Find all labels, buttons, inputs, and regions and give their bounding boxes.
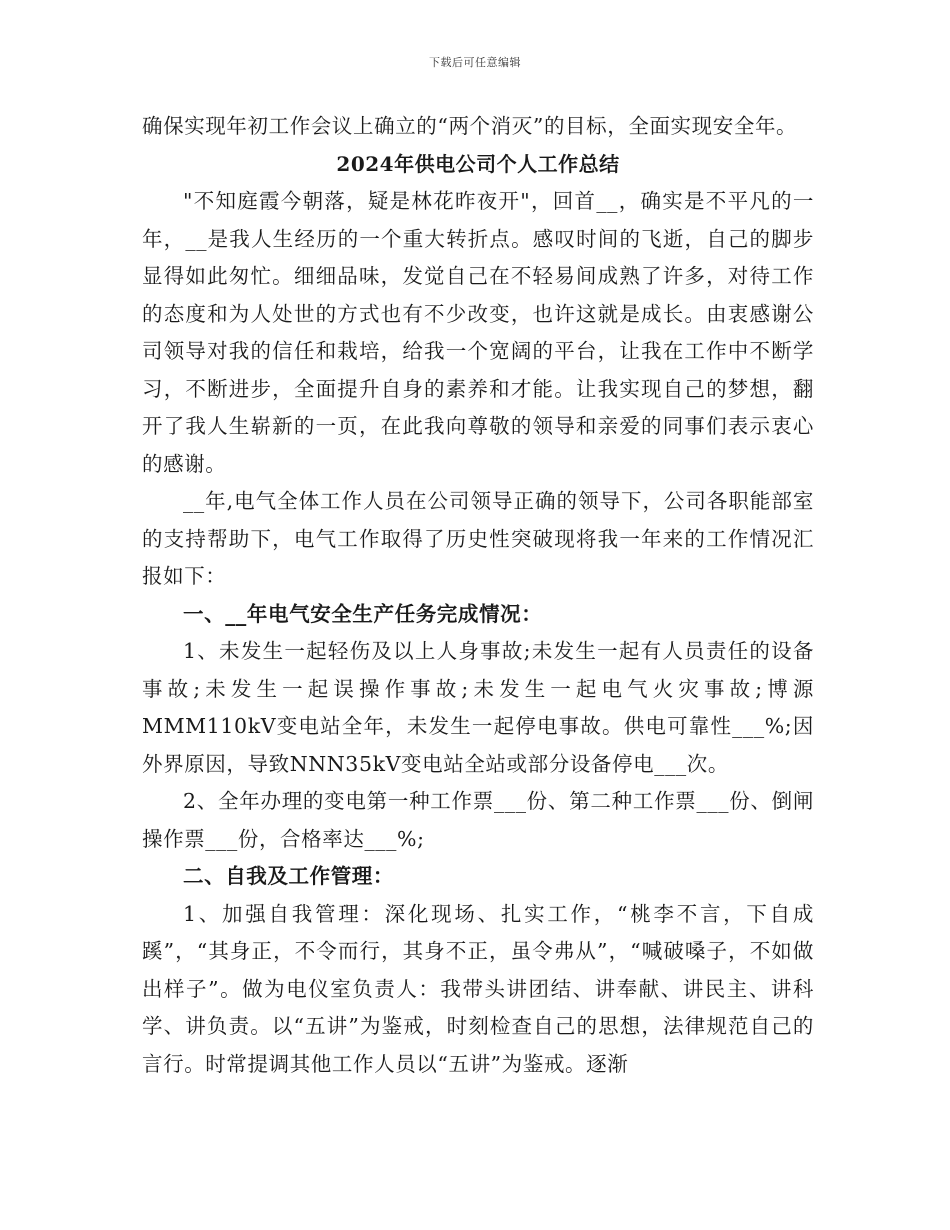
section-heading: 一、__年电气安全生产任务完成情况： [183,601,543,626]
paragraph: __年,电气全体工作人员在公司领导正确的领导下，公司各职能部室的支持帮助下，电气工作取得了历史性突破现将我一年来的工作情况汇报如下： [142,489,814,588]
section-item: 1、未发生一起轻伤及以上人身事故;未发生一起有人员责任的设备事故;未发生一起误操作事故;未发生一起电气火灾事故;博源MMM110kV变电站全年，未发生一起停电事故。供电可靠性___%;因外界原因，导致NNN35kV变电站全站或部分设备停电___次。 [142,639,814,776]
section-heading: 二、自我及工作管理： [183,864,394,888]
paragraph: "不知庭霞今朝落，疑是林花昨夜开"，回首__，确实是不平凡的一年，__是我人生经历的一个重大转折点。感叹时间的飞逝，自己的脚步显得如此匆忙。细细品味，发觉自己在不轻易间成熟了许多，对待工作的态度和为人处世的方式也有不少改变，也许这就是成长。由衷感谢公司领导对我的信任和栽培，给我一个宽阔的平台，让我在工作中不断学习，不断进步，全面提升自身的素养和才能。让我实现自己的梦想，翻开了我人生崭新的一页，在此我向尊敬的领导和亲爱的同事们表示衷心的感谢。 [142,189,814,476]
page-header-note: 下载后可任意编辑 [429,56,521,69]
document-title: 2024年供电公司个人工作总结 [336,151,620,176]
document-body [142,108,814,1083]
section-item: 1、加强自我管理：深化现场、扎实工作，“桃李不言，下自成蹊”，“其身正，不令而行，其身不正，虽令弗从”，“喊破嗓子，不如做出样子”。做为电仪室负责人：我带头讲团结、讲奉献、讲民主、讲科学、讲负责。以“五讲”为鉴戒，时刻检查自己的思想，法律规范自己的言行。时常提调其他工作人员以“五讲”为鉴戒。逐渐 [142,901,814,1076]
section-item: 2、全年办理的变电第一种工作票___份、第二种工作票___份、倒闸操作票___份，合格率达___%; [142,789,814,851]
intro-paragraph: 确保实现年初工作会议上确立的“两个消灭”的目标，全面实现安全年。 [142,114,798,138]
